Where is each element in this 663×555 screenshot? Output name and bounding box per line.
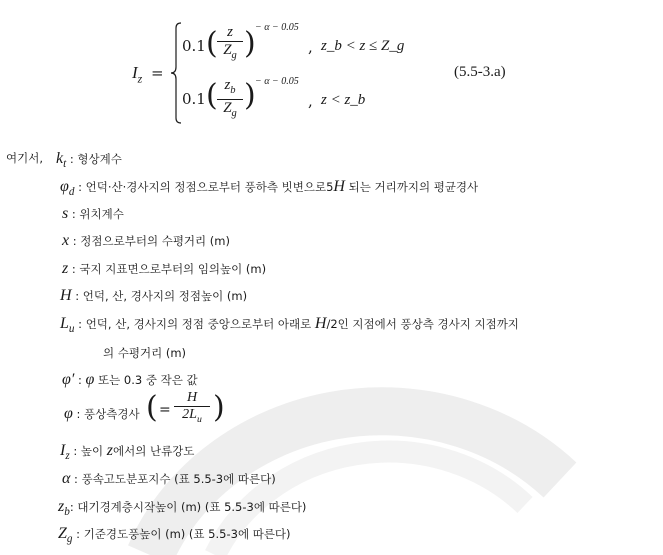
equation-number: (5.5-3.a) <box>454 64 506 80</box>
intro-label: 여기서, <box>6 151 43 165</box>
comma-1: , <box>308 38 313 56</box>
definition-s: s : 위치계수 <box>62 205 124 222</box>
phi-paren-close: ) <box>213 390 225 425</box>
definition-z-g: $Z_g$ : 기준경도풍높이 (m) (표 5.5-3에 따른다) <box>58 525 291 546</box>
phi-fraction: $\frac{H}{2L_u}$ <box>174 390 210 428</box>
phi-equals: = <box>159 402 171 418</box>
definition-x: x : 정점으로부터의 수평거리 (m) <box>62 232 230 249</box>
definition-alpha: α : 풍속고도분포지수 (표 5.5-3에 따른다) <box>62 470 276 487</box>
equals-sign: = <box>151 64 164 82</box>
case1-coef: 0.1 <box>182 37 206 55</box>
definition-phi-d: $\varphi_d$ : 언덕·산·경사지의 정점으로부터 풍하측 빗변으로5H 되는 거리까지의 평균경사 <box>60 178 479 199</box>
definition-i-z: $I_z$ : 높이 z에서의 난류강도 <box>60 442 195 463</box>
definition-l-u-continued: 의 수평거리 (m) <box>103 346 187 360</box>
case2-paren-close: ) <box>244 78 256 113</box>
case1-condition: z_b < z ≤ Z_g <box>321 38 405 54</box>
definition-k-t: $k_t$ : 형상계수 <box>56 150 122 171</box>
case2-coef: 0.1 <box>182 90 206 108</box>
case2-paren-open: ( <box>206 78 218 113</box>
definition-z: z : 국지 지표면으로부터의 임의높이 (m) <box>62 260 267 277</box>
definition-phi-prime: φ′ : φ 또는 0.3 중 작은 값 <box>62 371 198 388</box>
case1-paren-close: ) <box>244 26 256 61</box>
comma-2: , <box>308 92 313 110</box>
equation-lhs: $I_z$ <box>132 63 143 86</box>
case2-fraction: $\frac{z_b}{Z_g}$ <box>217 77 243 122</box>
definition-z-b: $z_b$: 대기경계층시작높이 (m) (표 5.5-3에 따른다) <box>58 498 307 519</box>
definition-phi: φ : 풍상측경사 <box>64 405 140 422</box>
case1-fraction: $\frac{z}{Z_g}$ <box>217 24 243 64</box>
phi-paren-open: ( <box>146 390 158 425</box>
definition-h: H : 언덕, 산, 경사지의 정점높이 (m) <box>60 287 248 304</box>
case2-exponent: − α − 0.05 <box>255 76 299 87</box>
case1-exponent: − α − 0.05 <box>255 22 299 33</box>
case1-paren-open: ( <box>206 26 218 61</box>
definition-l-u: $L_u$ : 언덕, 산, 경사지의 정점 중앙으로부터 아래로 H/2인 지점에서 풍상측 경사지 지점까지 <box>60 315 519 336</box>
case2-condition: z < z_b <box>321 92 366 108</box>
